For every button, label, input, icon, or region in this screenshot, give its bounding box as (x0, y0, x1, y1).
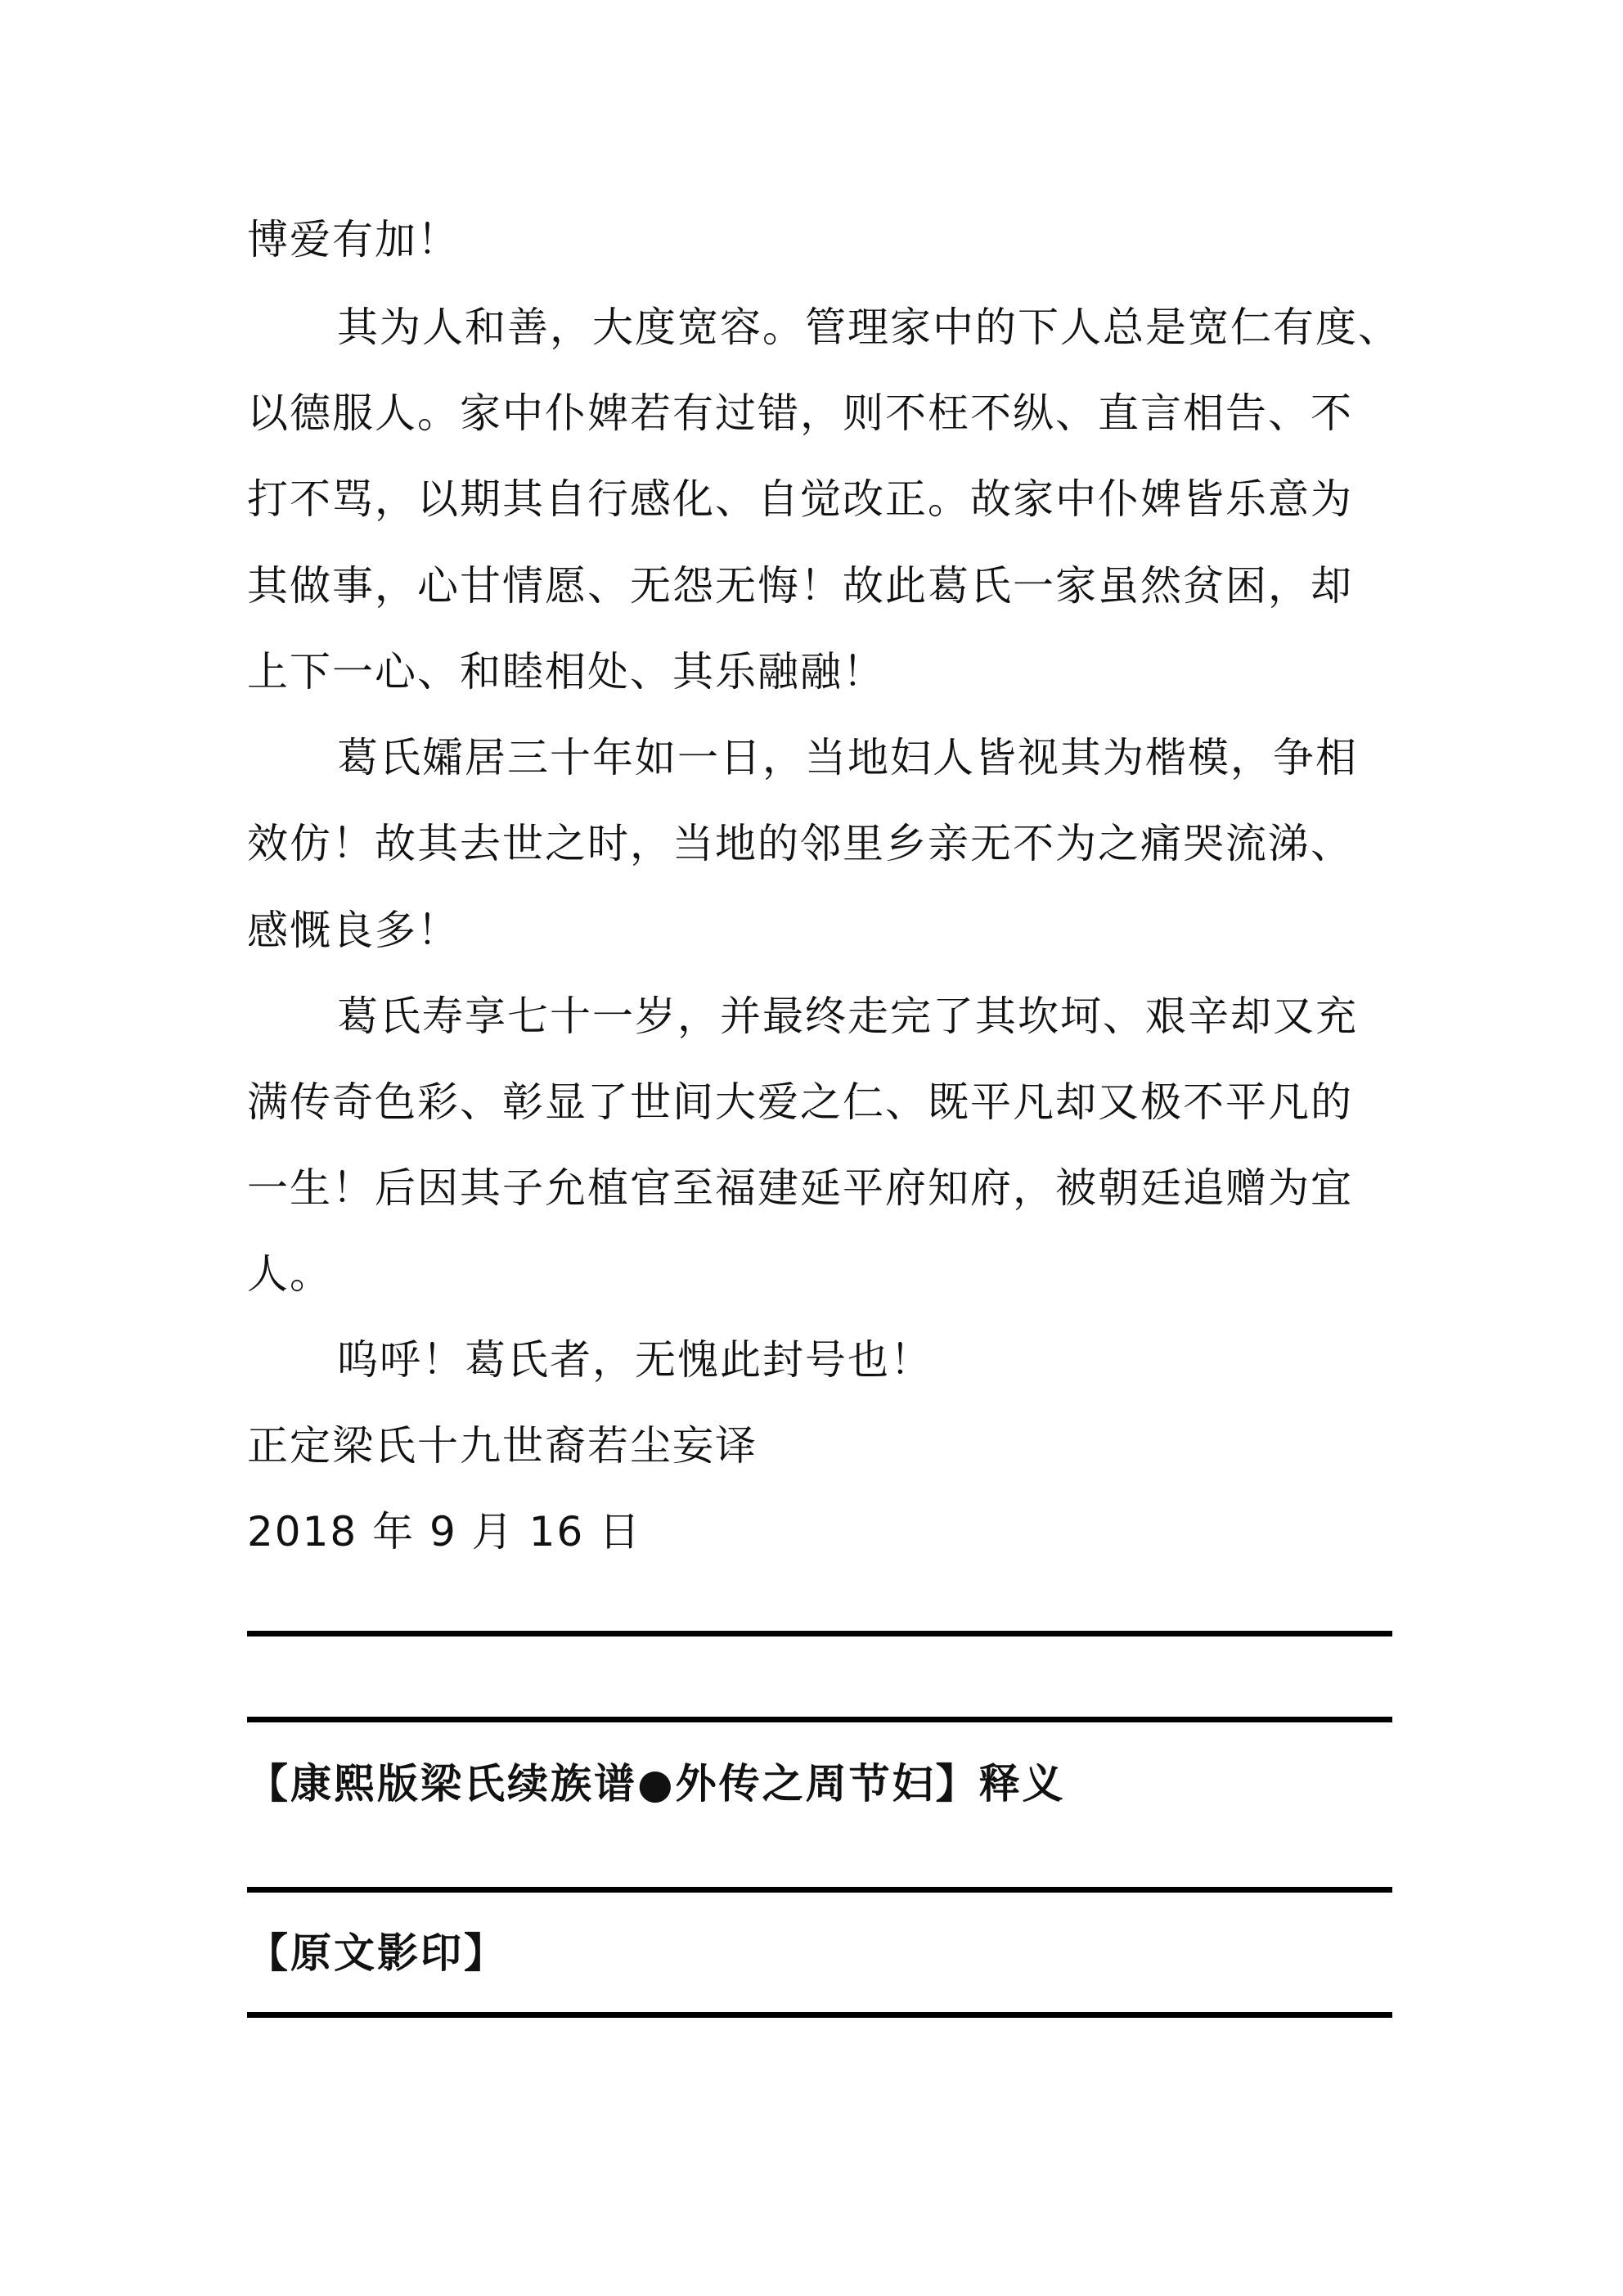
divider-rule (247, 2012, 1392, 2018)
translation-date: 2018 年 9 月 16 日 (247, 1508, 642, 1555)
paragraph-line: 葛氏孀居三十年如一日，当地妇人皆视其为楷模，争相 (337, 734, 1358, 781)
paragraph-line: 一生！后因其子允植官至福建延平府知府，被朝廷追赠为宜 (247, 1164, 1353, 1212)
paragraph-line: 感慨良多！ (247, 907, 460, 954)
divider-rule (247, 1887, 1392, 1893)
translator-signature: 正定梁氏十九世裔若尘妄译 (247, 1422, 758, 1470)
paragraph-line: 其做事，心甘情愿、无怨无悔！故此葛氏一家虽然贫困，却 (247, 562, 1353, 610)
paragraph-line: 效仿！故其去世之时，当地的邻里乡亲无不为之痛哭流涕、 (247, 820, 1353, 867)
divider-rule (247, 1631, 1392, 1636)
paragraph-line: 葛氏寿享七十一岁，并最终走完了其坎坷、艰辛却又充 (337, 993, 1358, 1040)
paragraph-line: 其为人和善，大度宽容。管理家中的下人总是宽仁有度、 (337, 304, 1400, 351)
section-subtitle: 【原文影印】 (247, 1929, 507, 1977)
paragraph-line: 呜呼！葛氏者，无愧此封号也！ (337, 1336, 933, 1384)
paragraph-line: 以德服人。家中仆婢若有过错，则不枉不纵、直言相告、不 (247, 389, 1353, 437)
paragraph-line: 满传奇色彩、彰显了世间大爱之仁、既平凡却又极不平凡的 (247, 1078, 1353, 1126)
paragraph-line: 打不骂，以期其自行感化、自觉改正。故家中仆婢皆乐意为 (247, 475, 1353, 523)
paragraph-line: 人。 (247, 1250, 332, 1298)
divider-rule (247, 1717, 1392, 1722)
paragraph-line: 博爱有加！ (247, 216, 460, 263)
section-title: 【康熙版梁氏续族谱●外传之周节妇】释义 (247, 1760, 1066, 1808)
paragraph-line: 上下一心、和睦相处、其乐融融！ (247, 648, 885, 696)
